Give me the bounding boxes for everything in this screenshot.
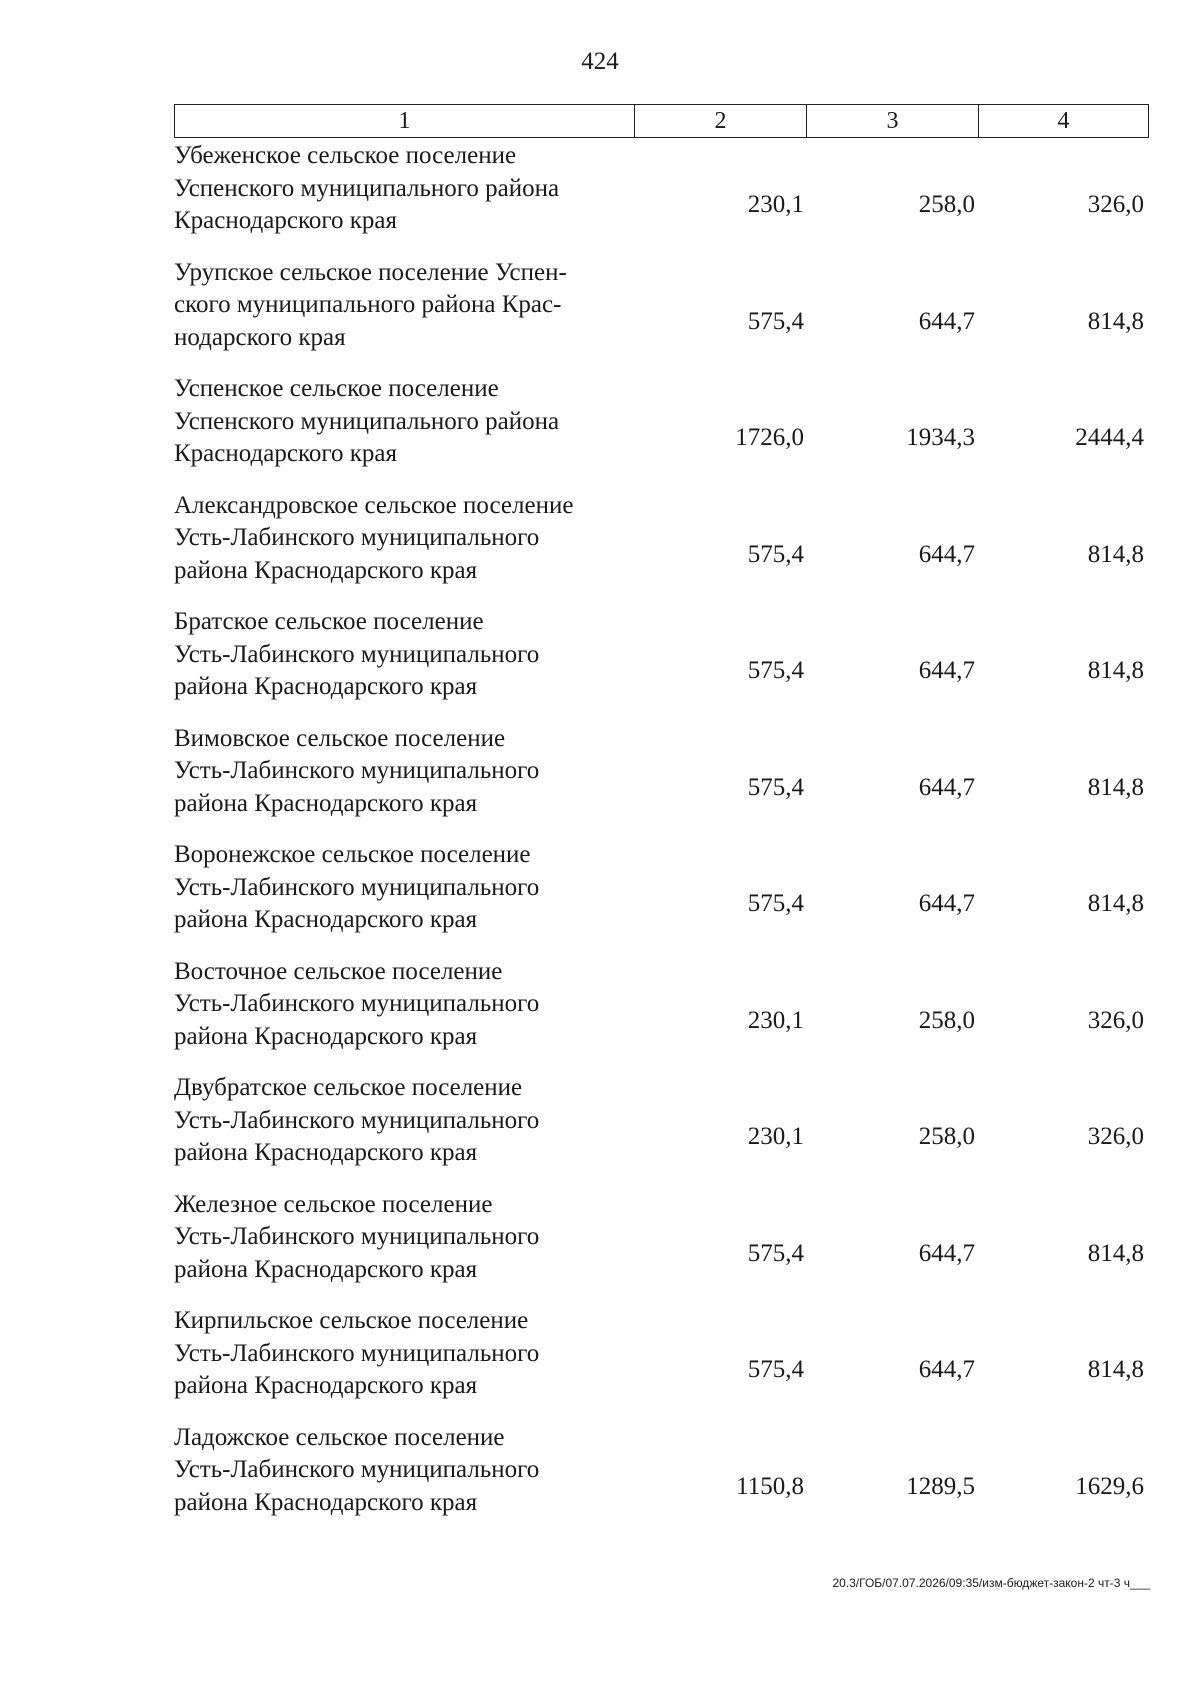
value-col-2: 575,4 [747,1239,804,1267]
value-col-3: 644,7 [918,657,975,684]
value-col-4: 814,8 [1087,540,1144,568]
value-col-3: 258,0 [918,1123,975,1150]
value-col-3: 644,7 [918,1239,975,1267]
settlement-name: Урупское сельское поселение Успен- ского муниципального района Крас- нодарского края [174,258,567,351]
settlement-name: Кирпильское сельское поселение Усть-Лабинского муниципального района Краснодарского края [174,1307,540,1399]
row-values [633,723,1144,821]
value-col-2: 575,4 [747,540,804,568]
header-col-1: 1 [175,105,635,138]
settlement-name: Вимовское сельское поселение Усть-Лабинского муниципального района Краснодарского края [174,724,540,817]
row-values [633,1305,1144,1403]
table-header [174,104,1149,138]
value-col-2: 1726,0 [735,424,804,451]
value-col-3: 1289,5 [906,1472,975,1500]
value-col-2: 575,4 [747,773,804,801]
row-values [633,1189,1144,1287]
settlement-name: Двубратское сельское поселение Усть-Лабинского муниципального района Краснодарского края [174,1074,540,1166]
row-values [633,257,1144,355]
value-col-4: 326,0 [1087,1006,1144,1034]
settlement-name: Железное сельское поселение Усть-Лабинского муниципального района Краснодарского края [174,1190,540,1283]
header-col-2: 2 [635,105,807,138]
settlement-name: Ладожское сельское поселение Усть-Лабинского муниципального района Краснодарского края [174,1423,540,1516]
value-col-4: 1629,6 [1075,1472,1144,1500]
header-col-4: 4 [979,105,1149,138]
value-col-3: 1934,3 [906,424,975,451]
table-row [174,1305,1144,1422]
page-number: 424 [581,48,619,75]
value-col-3: 644,7 [918,773,975,801]
table-row [174,373,1144,490]
table-row [174,606,1144,723]
settlement-name: Успенское сельское поселение Успенского муниципального района Краснодарского края [174,375,560,467]
value-col-2: 575,4 [747,307,804,335]
value-col-3: 644,7 [918,1356,975,1383]
value-col-4: 814,8 [1087,1239,1144,1267]
table-row [174,1422,1144,1539]
value-col-4: 2444,4 [1075,424,1144,451]
table-row [174,490,1144,607]
settlement-name: Убеженское сельское поселение Успенского муниципального района Краснодарского края [174,142,560,234]
value-col-3: 258,0 [918,1006,975,1034]
row-values [633,606,1144,704]
value-col-3: 644,7 [918,540,975,568]
row-values [633,1072,1144,1170]
settlement-name: Воронежское сельское поселение Усть-Лабинского муниципального района Краснодарского края [174,841,540,933]
value-col-3: 644,7 [918,307,975,335]
row-values [633,839,1144,937]
document-footer-code: 20.3/ГОБ/07.07.2026/09:35/изм-бюджет-закон-2 чт-3 ч___ [832,1576,1150,1590]
table-row [174,839,1144,956]
row-values [633,140,1144,238]
header-col-3: 3 [807,105,979,138]
value-col-2: 575,4 [747,890,804,917]
row-values [633,1422,1144,1520]
table-row [174,140,1144,257]
value-col-4: 814,8 [1087,1356,1144,1383]
value-col-2: 1150,8 [736,1472,804,1500]
value-col-4: 814,8 [1087,307,1144,335]
value-col-2: 230,1 [747,1006,804,1034]
value-col-4: 814,8 [1087,773,1144,801]
value-col-4: 326,0 [1087,1123,1144,1150]
settlement-name: Восточное сельское поселение Усть-Лабинского муниципального района Краснодарского края [174,957,540,1050]
row-values [633,373,1144,471]
value-col-4: 814,8 [1087,890,1144,917]
value-col-3: 258,0 [918,191,975,218]
table-row [174,1189,1144,1306]
row-values [633,490,1144,588]
table-body [174,140,1144,1538]
table-row [174,956,1144,1073]
table-row [174,1072,1144,1189]
value-col-4: 814,8 [1087,657,1144,684]
value-col-2: 575,4 [747,657,804,684]
value-col-3: 644,7 [918,890,975,917]
table-row [174,723,1144,840]
value-col-2: 230,1 [747,1123,804,1150]
settlement-name: Братское сельское поселение Усть-Лабинского муниципального района Краснодарского края [174,608,540,700]
table-row [174,257,1144,374]
value-col-4: 326,0 [1087,191,1144,218]
value-col-2: 230,1 [747,191,804,218]
row-values [633,956,1144,1054]
settlement-name: Александровское сельское поселение Усть-Лабинского муниципального района Краснодарского края [174,491,574,584]
value-col-2: 575,4 [747,1356,804,1383]
